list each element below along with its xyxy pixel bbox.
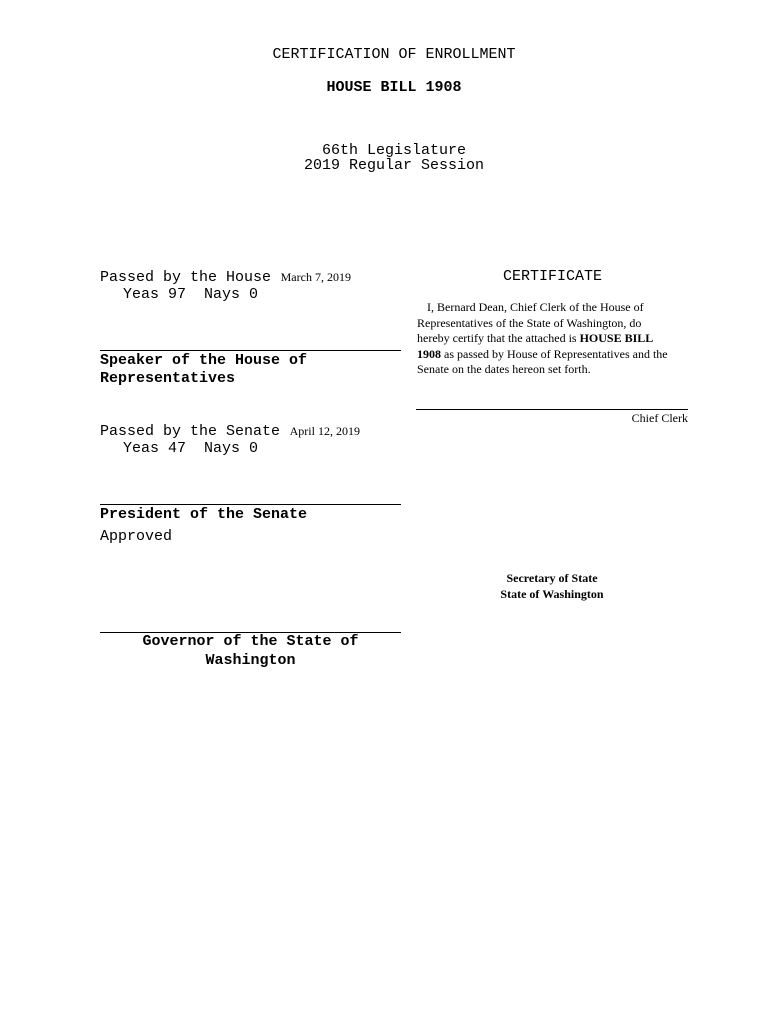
legislature: 66th Legislature xyxy=(321,142,467,159)
senate-passage xyxy=(100,422,360,440)
certificate-line-1: I, Bernard Dean, Chief Clerk of the House of xyxy=(427,300,644,314)
secretary-of-state-label xyxy=(452,570,652,602)
speaker-signature-label xyxy=(100,352,307,388)
senate-votes: Yeas 47 Nays 0 xyxy=(123,440,259,457)
certificate-bill-name: HOUSE BILL xyxy=(579,331,654,345)
certificate-line-2: Representatives of the State of Washington, do xyxy=(417,315,642,330)
speaker-label-line2: Representatives xyxy=(100,370,236,387)
session: 2019 Regular Session xyxy=(303,157,485,174)
house-passed-date: March 7, 2019 xyxy=(280,270,351,284)
house-passed-label: Passed by the House xyxy=(100,269,272,286)
certificate-line-4-text: as passed by House of Representatives and the xyxy=(441,346,668,361)
certification-title: CERTIFICATION OF ENROLLMENT xyxy=(272,46,516,63)
certificate-line-5: Senate on the dates hereon set forth. xyxy=(417,362,591,376)
certificate-bill-number: 1908 xyxy=(417,346,441,361)
approved-label: Approved xyxy=(100,528,173,545)
certificate-line-4 xyxy=(417,347,707,363)
governor-label-line1: Governor of the State of xyxy=(142,633,359,650)
speaker-label-line1: Speaker of the House of xyxy=(100,352,308,369)
house-passage xyxy=(100,268,351,286)
house-votes: Yeas 97 Nays 0 xyxy=(123,286,259,303)
certificate-body xyxy=(417,300,707,378)
secretary-label-line2: State of Washington xyxy=(500,587,604,601)
senate-passed-label: Passed by the Senate xyxy=(100,423,281,440)
speaker-signature-line xyxy=(100,350,401,351)
senate-passed-date: April 12, 2019 xyxy=(289,424,360,438)
president-signature-label: President of the Senate xyxy=(100,506,308,523)
governor-signature-label xyxy=(100,632,401,670)
certificate-line-3-text: hereby certify that the attached is xyxy=(417,331,580,345)
governor-label-line2: Washington xyxy=(205,652,296,669)
president-signature-line xyxy=(100,504,401,505)
chief-clerk-signature-line xyxy=(416,409,688,410)
certificate-heading: CERTIFICATE xyxy=(502,268,603,285)
chief-clerk-label: Chief Clerk xyxy=(631,411,688,425)
bill-title: HOUSE BILL 1908 xyxy=(326,79,462,96)
certificate-line-3 xyxy=(417,331,707,347)
secretary-label-line1: Secretary of State xyxy=(506,571,598,585)
